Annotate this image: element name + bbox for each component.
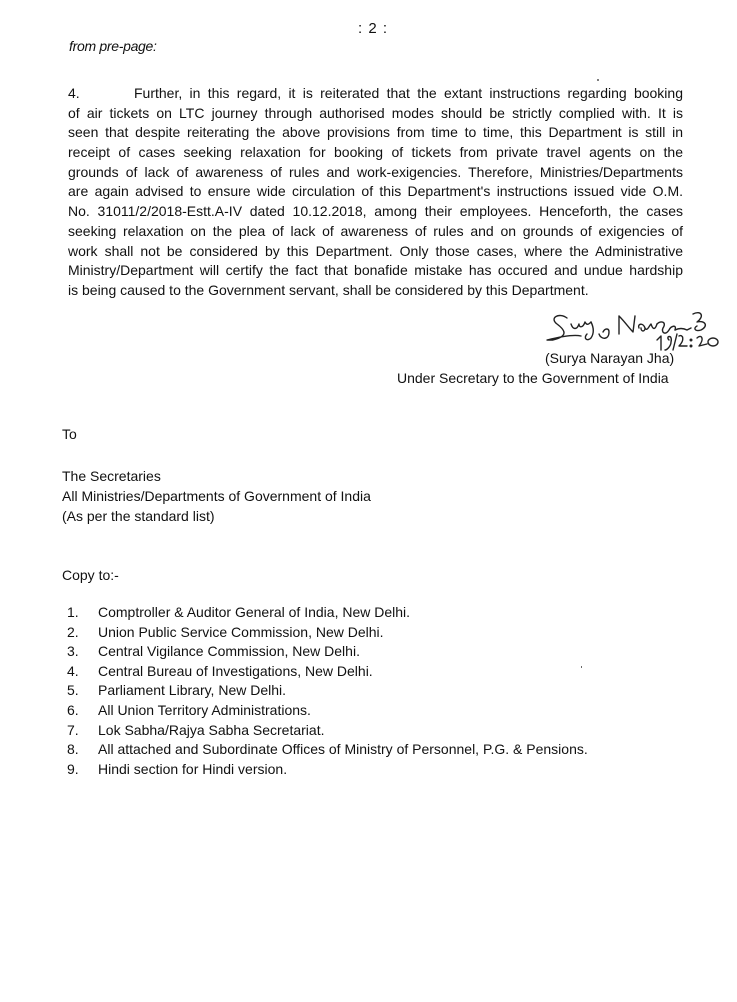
paragraph-line: No. 31011/2/2018-Estt.A-IV dated 10.12.2018, among their employees. Henceforth, the cases	[68, 203, 683, 220]
copy-to-item: 3. Central Vigilance Commission, New Delhi.	[67, 643, 360, 660]
copy-to-item: 2. Union Public Service Commission, New Delhi.	[67, 623, 384, 640]
scan-speck	[581, 666, 582, 668]
paragraph-line: are again advised to ensure wide circulation of this Department's instructions issued vide O.M.	[68, 183, 683, 200]
copy-to-list	[67, 603, 588, 779]
copy-to-item: 7. Lok Sabha/Rajya Sabha Secretariat.	[67, 721, 325, 738]
to-label: To	[62, 426, 77, 442]
continuation-note: from pre-page:	[69, 38, 157, 54]
copy-to-label: Copy to:-	[62, 567, 119, 583]
copy-to-item: 1. Comptroller & Auditor General of India, New Delhi.	[67, 604, 411, 620]
paragraph-line: work shall not be considered by this Department. Only those cases, where the Administrative	[68, 242, 683, 259]
copy-to-item: 4. Central Bureau of Investigations, New Delhi.	[67, 662, 373, 679]
addressee-line: All Ministries/Departments of Government of India	[62, 488, 371, 504]
paragraph-line: of air tickets on LTC journey through authorised modes should be strictly complied with. It is	[68, 104, 683, 121]
signatory-name: (Surya Narayan Jha)	[545, 350, 675, 366]
paragraph-line: Ministry/Department will certify the fact that bonafide mistake has occured and undue hardship	[68, 262, 683, 279]
copy-to-item: 6. All Union Territory Administrations.	[67, 701, 311, 718]
paragraph-line: seen that despite reiterating the above provisions from time to time, this Department is still in	[68, 124, 683, 141]
page-number: : 2 :	[358, 20, 389, 37]
addressee-line: (As per the standard list)	[62, 508, 215, 524]
paragraph-number: 4.	[68, 85, 80, 101]
paragraph-line: seeking relaxation on the plea of lack of awareness of rules and on grounds of exigencies of	[68, 222, 683, 239]
paragraph-line: 4. Further, in this regard, it is reiterated that the extant instructions regarding booking	[68, 84, 683, 104]
paragraph-line: is being caused to the Government servant, shall be considered by this Department.	[68, 281, 589, 298]
paragraph-line: grounds of lack of awareness of rules and work-exigencies. Therefore, Ministries/Departments	[68, 163, 683, 180]
scan-speck	[597, 79, 599, 81]
addressee-block	[62, 466, 371, 526]
copy-to-item: 5. Parliament Library, New Delhi.	[67, 682, 287, 699]
copy-to-item: 9. Hindi section for Hindi version.	[67, 760, 288, 777]
paragraph-line: receipt of cases seeking relaxation for booking of tickets from private travel agents on the	[68, 144, 683, 161]
copy-to-item: 8. All attached and Subordinate Offices of Ministry of Personnel, P.G. & Pensions.	[67, 741, 588, 758]
paragraph-4	[68, 84, 683, 301]
signatory-designation: Under Secretary to the Government of India	[397, 370, 669, 386]
addressee-line: The Secretaries	[62, 468, 161, 484]
